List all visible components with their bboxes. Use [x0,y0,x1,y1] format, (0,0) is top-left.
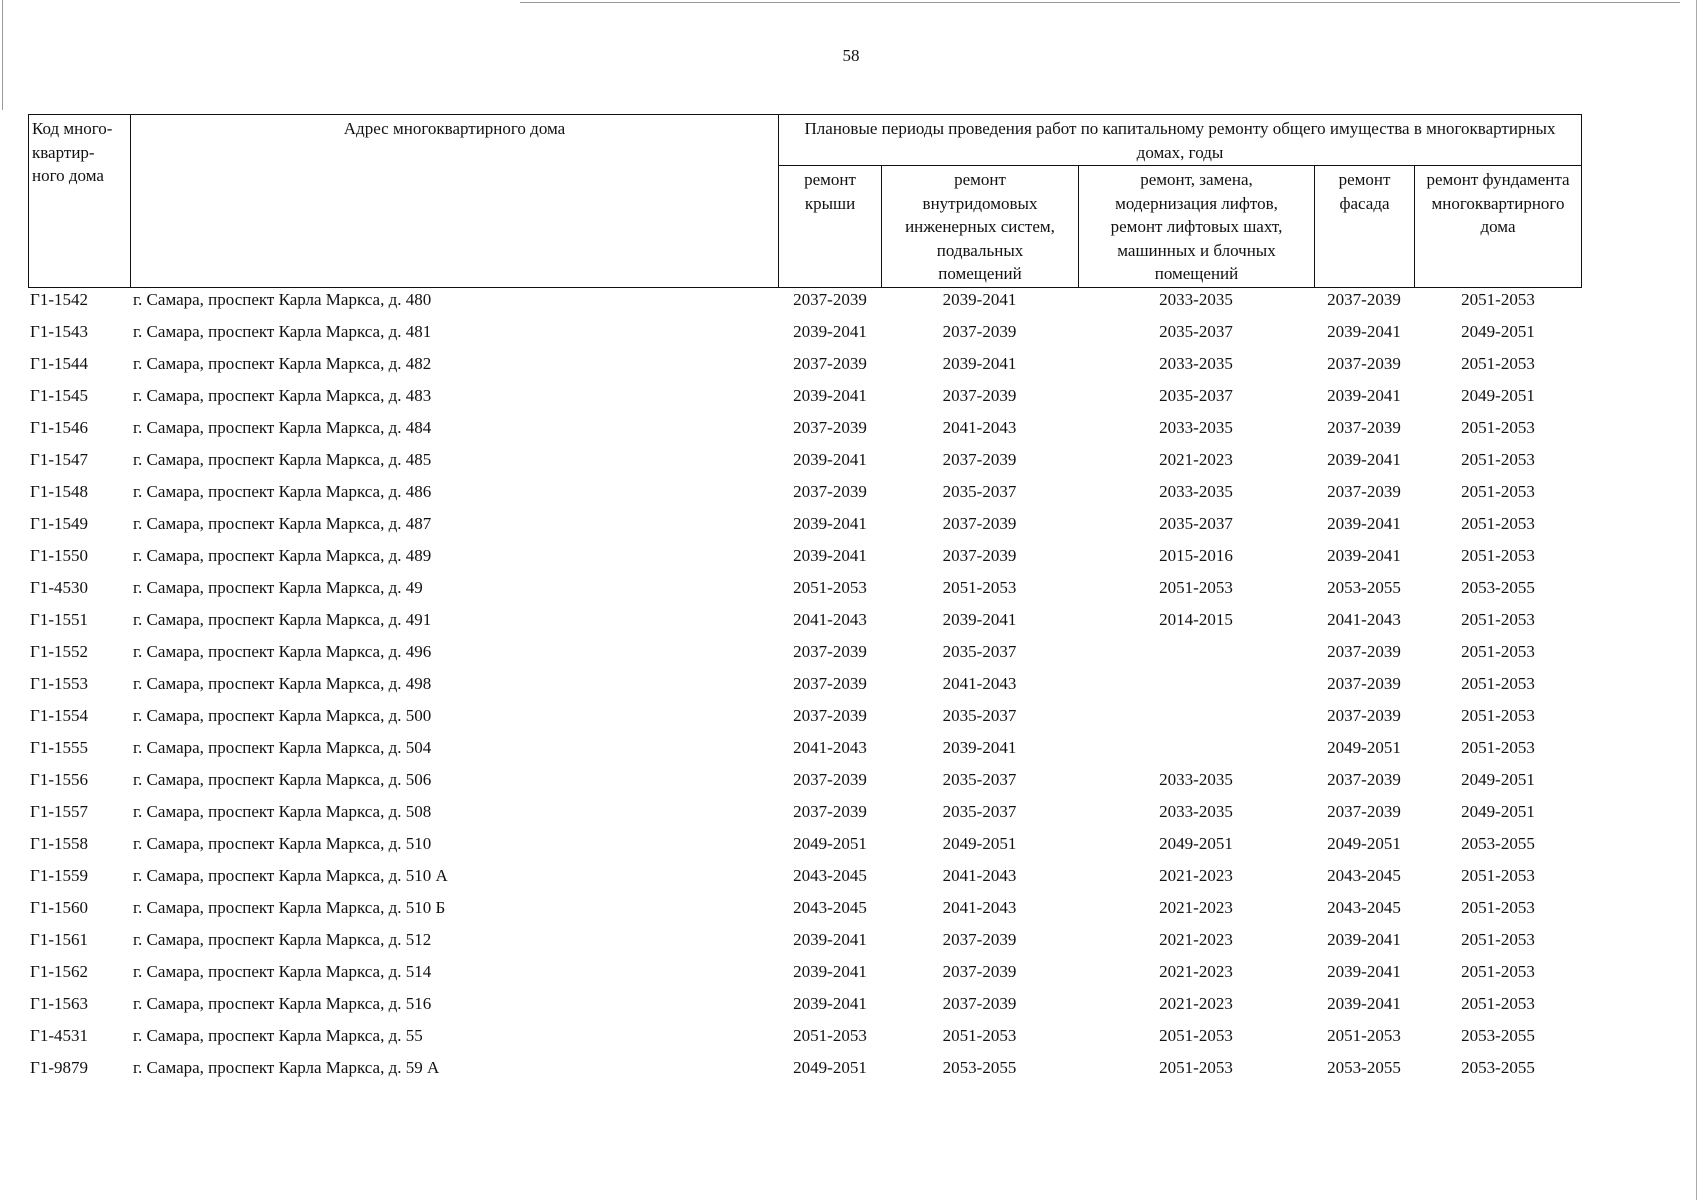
row-engineering-period: 2037-2039 [942,514,1017,533]
row-address: г. Самара, проспект Карла Маркса, д. 486 [133,482,432,501]
row-roof-period: 2037-2039 [793,802,867,821]
header-foundation-label: ремонт фундамента многоквартирного дома [1426,170,1570,236]
row-foundation-period: 2051-2053 [1461,930,1535,949]
table-row [0,668,1702,700]
row-foundation-period: 2051-2053 [1461,962,1535,981]
row-roof-period: 2039-2041 [793,450,867,469]
row-facade-period: 2051-2053 [1327,1026,1401,1045]
row-roof-period: 2043-2045 [793,866,867,885]
table-row [0,604,1702,636]
row-address: г. Самара, проспект Карла Маркса, д. 512 [133,930,432,949]
table-row [0,732,1702,764]
row-engineering-period: 2049-2051 [942,834,1017,853]
row-facade-period: 2037-2039 [1327,482,1401,501]
row-facade-period: 2049-2051 [1327,738,1401,757]
row-foundation-period: 2051-2053 [1461,290,1535,309]
row-engineering-period: 2039-2041 [942,354,1017,373]
row-lifts-period: 2021-2023 [1159,450,1233,469]
row-address: г. Самара, проспект Карла Маркса, д. 510 [133,834,432,853]
row-foundation-period: 2049-2051 [1461,386,1535,405]
row-foundation-period: 2051-2053 [1461,482,1535,501]
row-engineering-period: 2037-2039 [942,962,1017,981]
table-row [0,412,1702,444]
row-lifts-period: 2051-2053 [1159,1058,1233,1077]
row-code: Г1-1555 [30,738,88,757]
table-row [0,572,1702,604]
row-code: Г1-1562 [30,962,88,981]
row-address: г. Самара, проспект Карла Маркса, д. 496 [133,642,432,661]
row-foundation-period: 2051-2053 [1461,450,1535,469]
row-facade-period: 2037-2039 [1327,706,1401,725]
row-facade-period: 2049-2051 [1327,834,1401,853]
row-address: г. Самара, проспект Карла Маркса, д. 485 [133,450,432,469]
header-roof-label: ремонт крыши [804,170,856,213]
row-address: г. Самара, проспект Карла Маркса, д. 510 А [133,866,448,885]
row-foundation-period: 2049-2051 [1461,802,1535,821]
row-address: г. Самара, проспект Карла Маркса, д. 491 [133,610,432,629]
row-code: Г1-9879 [30,1058,88,1077]
row-code: Г1-1559 [30,866,88,885]
row-roof-period: 2051-2053 [793,578,867,597]
row-address: г. Самара, проспект Карла Маркса, д. 487 [133,514,432,533]
row-roof-period: 2039-2041 [793,546,867,565]
top-scan-line [520,2,1680,3]
row-facade-period: 2037-2039 [1327,770,1401,789]
row-facade-period: 2037-2039 [1327,290,1401,309]
row-lifts-period: 2051-2053 [1159,1026,1233,1045]
row-roof-period: 2037-2039 [793,418,867,437]
table-row [0,700,1702,732]
row-facade-period: 2039-2041 [1327,514,1401,533]
row-code: Г1-1553 [30,674,88,693]
row-facade-period: 2039-2041 [1327,386,1401,405]
header-periods-label: Плановые периоды проведения работ по капитальному ремонту общего имущества в многоквартирных домах, годы [804,119,1556,162]
row-engineering-period: 2035-2037 [942,802,1017,821]
row-code: Г1-1548 [30,482,88,501]
row-engineering-period: 2041-2043 [942,674,1017,693]
row-foundation-period: 2051-2053 [1461,898,1535,917]
table-row [0,860,1702,892]
row-foundation-period: 2051-2053 [1461,546,1535,565]
table-row [0,828,1702,860]
row-engineering-period: 2035-2037 [942,642,1017,661]
row-address: г. Самара, проспект Карла Маркса, д. 506 [133,770,432,789]
row-code: Г1-1557 [30,802,88,821]
row-roof-period: 2043-2045 [793,898,867,917]
row-engineering-period: 2051-2053 [942,578,1017,597]
row-address: г. Самара, проспект Карла Маркса, д. 504 [133,738,432,757]
table-row [0,956,1702,988]
row-facade-period: 2037-2039 [1327,418,1401,437]
row-engineering-period: 2035-2037 [942,770,1017,789]
row-code: Г1-1551 [30,610,88,629]
row-facade-period: 2037-2039 [1327,802,1401,821]
table-row [0,380,1702,412]
table-row [0,636,1702,668]
row-lifts-period: 2035-2037 [1159,386,1233,405]
row-address: г. Самара, проспект Карла Маркса, д. 500 [133,706,432,725]
header-address-label: Адрес многоквартирного дома [343,119,566,138]
row-foundation-period: 2051-2053 [1461,738,1535,757]
row-facade-period: 2043-2045 [1327,866,1401,885]
row-foundation-period: 2051-2053 [1461,866,1535,885]
table-row [0,1020,1702,1052]
table-row [0,540,1702,572]
row-address: г. Самара, проспект Карла Маркса, д. 481 [133,322,432,341]
row-lifts-period: 2033-2035 [1159,354,1233,373]
row-engineering-period: 2037-2039 [942,450,1017,469]
row-foundation-period: 2051-2053 [1461,994,1535,1013]
header-facade-label: ремонт фасада [1338,170,1391,213]
row-code: Г1-1545 [30,386,88,405]
row-code: Г1-1554 [30,706,88,725]
row-engineering-period: 2041-2043 [942,866,1017,885]
row-code: Г1-1550 [30,546,88,565]
table-row [0,796,1702,828]
row-code: Г1-1546 [30,418,88,437]
row-lifts-period: 2021-2023 [1159,866,1233,885]
row-code: Г1-1549 [30,514,88,533]
row-lifts-period: 2033-2035 [1159,802,1233,821]
row-facade-period: 2037-2039 [1327,642,1401,661]
row-foundation-period: 2051-2053 [1461,706,1535,725]
row-engineering-period: 2039-2041 [942,738,1017,757]
row-facade-period: 2039-2041 [1327,546,1401,565]
row-code: Г1-1560 [30,898,88,917]
row-code: Г1-4530 [30,578,88,597]
row-facade-period: 2039-2041 [1327,930,1401,949]
row-roof-period: 2039-2041 [793,386,867,405]
table-row [0,348,1702,380]
table-row [0,988,1702,1020]
row-address: г. Самара, проспект Карла Маркса, д. 508 [133,802,432,821]
row-foundation-period: 2051-2053 [1461,354,1535,373]
table-row [0,508,1702,540]
row-facade-period: 2039-2041 [1327,994,1401,1013]
row-roof-period: 2039-2041 [793,962,867,981]
table-row [0,316,1702,348]
row-code: Г1-4531 [30,1026,88,1045]
row-lifts-period: 2033-2035 [1159,418,1233,437]
row-address: г. Самара, проспект Карла Маркса, д. 483 [133,386,432,405]
row-engineering-period: 2039-2041 [942,290,1017,309]
row-lifts-period: 2021-2023 [1159,994,1233,1013]
row-address: г. Самара, проспект Карла Маркса, д. 498 [133,674,432,693]
row-address: г. Самара, проспект Карла Маркса, д. 480 [133,290,432,309]
row-facade-period: 2039-2041 [1327,450,1401,469]
header-code-label: Код много- квартир- ного дома [32,119,113,185]
row-lifts-period: 2049-2051 [1159,834,1233,853]
row-roof-period: 2039-2041 [793,994,867,1013]
row-roof-period: 2037-2039 [793,770,867,789]
row-lifts-period: 2021-2023 [1159,930,1233,949]
row-roof-period: 2039-2041 [793,514,867,533]
row-lifts-period: 2035-2037 [1159,322,1233,341]
row-code: Г1-1547 [30,450,88,469]
row-facade-period: 2053-2055 [1327,1058,1401,1077]
row-foundation-period: 2051-2053 [1461,642,1535,661]
row-code: Г1-1552 [30,642,88,661]
row-roof-period: 2037-2039 [793,482,867,501]
row-address: г. Самара, проспект Карла Маркса, д. 55 [133,1026,423,1045]
row-lifts-period: 2033-2035 [1159,482,1233,501]
row-facade-period: 2037-2039 [1327,674,1401,693]
row-foundation-period: 2049-2051 [1461,770,1535,789]
row-foundation-period: 2053-2055 [1461,1026,1535,1045]
row-address: г. Самара, проспект Карла Маркса, д. 489 [133,546,432,565]
row-code: Г1-1542 [30,290,88,309]
row-engineering-period: 2035-2037 [942,706,1017,725]
row-facade-period: 2037-2039 [1327,354,1401,373]
row-address: г. Самара, проспект Карла Маркса, д. 484 [133,418,432,437]
row-foundation-period: 2051-2053 [1461,610,1535,629]
page-number: 58 [842,46,860,65]
row-code: Г1-1544 [30,354,88,373]
row-code: Г1-1563 [30,994,88,1013]
row-lifts-period: 2021-2023 [1159,898,1233,917]
header-lifts-label: ремонт, замена, модернизация лифтов, ремонт лифтовых шахт, машинных и блочных помещений [1110,170,1283,283]
row-lifts-period: 2035-2037 [1159,514,1233,533]
row-facade-period: 2041-2043 [1327,610,1401,629]
row-lifts-period: 2033-2035 [1159,290,1233,309]
row-engineering-period: 2037-2039 [942,322,1017,341]
row-engineering-period: 2041-2043 [942,418,1017,437]
row-address: г. Самара, проспект Карла Маркса, д. 49 [133,578,423,597]
row-engineering-period: 2041-2043 [942,898,1017,917]
table-row [0,892,1702,924]
row-engineering-period: 2035-2037 [942,482,1017,501]
table-row [0,284,1702,316]
row-lifts-period: 2015-2016 [1159,546,1233,565]
row-engineering-period: 2039-2041 [942,610,1017,629]
row-foundation-period: 2053-2055 [1461,834,1535,853]
row-code: Г1-1558 [30,834,88,853]
row-facade-period: 2043-2045 [1327,898,1401,917]
table-row [0,1052,1702,1084]
row-code: Г1-1561 [30,930,88,949]
row-code: Г1-1556 [30,770,88,789]
row-roof-period: 2037-2039 [793,354,867,373]
row-facade-period: 2039-2041 [1327,322,1401,341]
row-roof-period: 2039-2041 [793,322,867,341]
row-engineering-period: 2037-2039 [942,994,1017,1013]
row-engineering-period: 2037-2039 [942,386,1017,405]
row-address: г. Самара, проспект Карла Маркса, д. 59 А [133,1058,440,1077]
row-engineering-period: 2051-2053 [942,1026,1017,1045]
row-address: г. Самара, проспект Карла Маркса, д. 514 [133,962,432,981]
row-roof-period: 2051-2053 [793,1026,867,1045]
row-facade-period: 2039-2041 [1327,962,1401,981]
row-roof-period: 2049-2051 [793,834,867,853]
row-address: г. Самара, проспект Карла Маркса, д. 482 [133,354,432,373]
row-lifts-period: 2021-2023 [1159,962,1233,981]
row-roof-period: 2037-2039 [793,706,867,725]
row-foundation-period: 2053-2055 [1461,578,1535,597]
row-lifts-period: 2033-2035 [1159,770,1233,789]
row-lifts-period: 2051-2053 [1159,578,1233,597]
row-foundation-period: 2051-2053 [1461,418,1535,437]
row-foundation-period: 2049-2051 [1461,322,1535,341]
row-foundation-period: 2053-2055 [1461,1058,1535,1077]
row-address: г. Самара, проспект Карла Маркса, д. 510 Б [133,898,446,917]
row-engineering-period: 2053-2055 [942,1058,1017,1077]
table-row [0,764,1702,796]
row-roof-period: 2049-2051 [793,1058,867,1077]
row-foundation-period: 2051-2053 [1461,514,1535,533]
table-row [0,444,1702,476]
row-roof-period: 2039-2041 [793,930,867,949]
row-roof-period: 2037-2039 [793,674,867,693]
row-code: Г1-1543 [30,322,88,341]
row-engineering-period: 2037-2039 [942,546,1017,565]
row-roof-period: 2041-2043 [793,738,867,757]
table-row [0,924,1702,956]
row-roof-period: 2041-2043 [793,610,867,629]
row-roof-period: 2037-2039 [793,642,867,661]
row-address: г. Самара, проспект Карла Маркса, д. 516 [133,994,432,1013]
table-row [0,476,1702,508]
row-engineering-period: 2037-2039 [942,930,1017,949]
header-engineering-label: ремонт внутридомовых инженерных систем, подвальных помещений [905,170,1055,283]
row-foundation-period: 2051-2053 [1461,674,1535,693]
row-lifts-period: 2014-2015 [1159,610,1233,629]
row-facade-period: 2053-2055 [1327,578,1401,597]
row-roof-period: 2037-2039 [793,290,867,309]
